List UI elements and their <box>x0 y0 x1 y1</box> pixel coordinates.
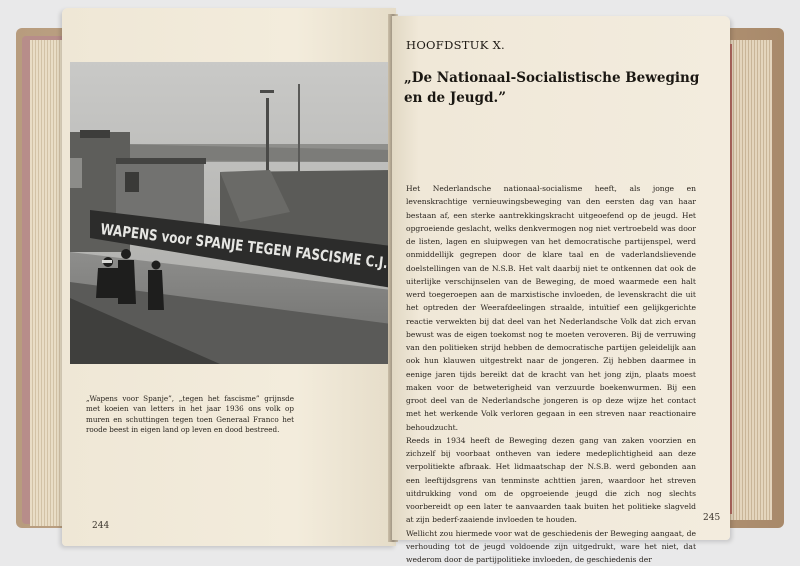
page-number-right: 245 <box>703 513 720 523</box>
paragraph-1: Het Nederlandsche nationaal-socialisme heeft, als jonge en levenskrachtige vernieuwingsbeweging van den eersten dag van haar bestaan af, een sterke aantrekkingskracht uitgeoefend op de jeugd. Het opgroeiende geslacht, welks denkvermogen nog niet vertroebeld was door de listen, lagen en sluipwegen van het democratische partijenspel, werd onmiddellijk gegrepen door de klare taal en de vaderlandslievende doelstellingen van de N.S.B. Het valt daarbij niet te ontkennen dat ook de uiterlijke verschijnselen van de Beweging, de moed waarmede een halt werd toegeroepen aan de marxistische invloeden, de levenskracht die uit het optreden der Weerafdeelingen straalde, intuïtief een gelijkgerichte reactie verwekten bij dat deel van het Nederlandsche Volk dat zich ervan bewust was de eigen toekomst nog te moeten veroveren. Bij de verruwing van den politieken strijd hebben de democratische partijen geleidelijk aan ook hun klauwen uitgestrekt naar de jongeren. Zij hebben daarmee in eenige jaren tijds bereikt dat de kracht van het jong zijn, plaats moest maken voor de betweterigheid van verzuurde boekenwurmen. Bij een groot deel van de Nederlandsche jongeren is op deze wijze het contact met het werkende Volk verloren gegaan in een streven naar reactionaire behoudzucht. <box>406 182 696 434</box>
page-number-left: 244 <box>92 521 109 531</box>
photo-caption: „Wapens voor Spanje”, „tegen het fascisme” grijnsde met koeien van letters in het jaar 1936 ons volk op muren en schuttingen tegen toen Generaal Franco het roode beest in eigen land op leven en dood bestreed. <box>86 394 294 436</box>
body-text <box>406 182 696 566</box>
paragraph-3: Wellicht zou hiermede voor wat de geschiedenis der Beweging aangaat, de verhouding tot de jeugd voldoende zijn uitgedrukt, ware het niet, dat wederom door de partijpolitieke invloeden, de geschiedenis der <box>406 527 696 566</box>
paragraph-2: Reeds in 1934 heeft de Beweging dezen gang van zaken voorzien en zichzelf bij voorbaat ontheven van iedere medeplichtigheid aan deze verpolitiekte afbraak. Het lidmaatschap der N.S.B. werd gebonden aan een leeftijdsgrens van tenminste achttien jaren, waardoor het streven uitdrukking vond om de opgroeiende jeugd die zich nog slechts voorbereidt op een later te aanvaarden taak buiten het politieke slagveld at zijn bederf-zaaiende invloeden te houden. <box>406 434 696 527</box>
heading-line-2: en de Jeugd.” <box>404 88 704 108</box>
chapter-heading <box>404 68 704 108</box>
page-edges-right <box>728 40 772 520</box>
wall-slogan-text: WAPENS voor SPANJE TEGEN FASCISME C.J.T. <box>100 220 400 273</box>
wall-slogan-photo <box>70 62 392 364</box>
chapter-label: HOOFDSTUK X. <box>406 38 505 52</box>
heading-line-1: „De Nationaal-Socialistische Beweging <box>404 68 704 88</box>
